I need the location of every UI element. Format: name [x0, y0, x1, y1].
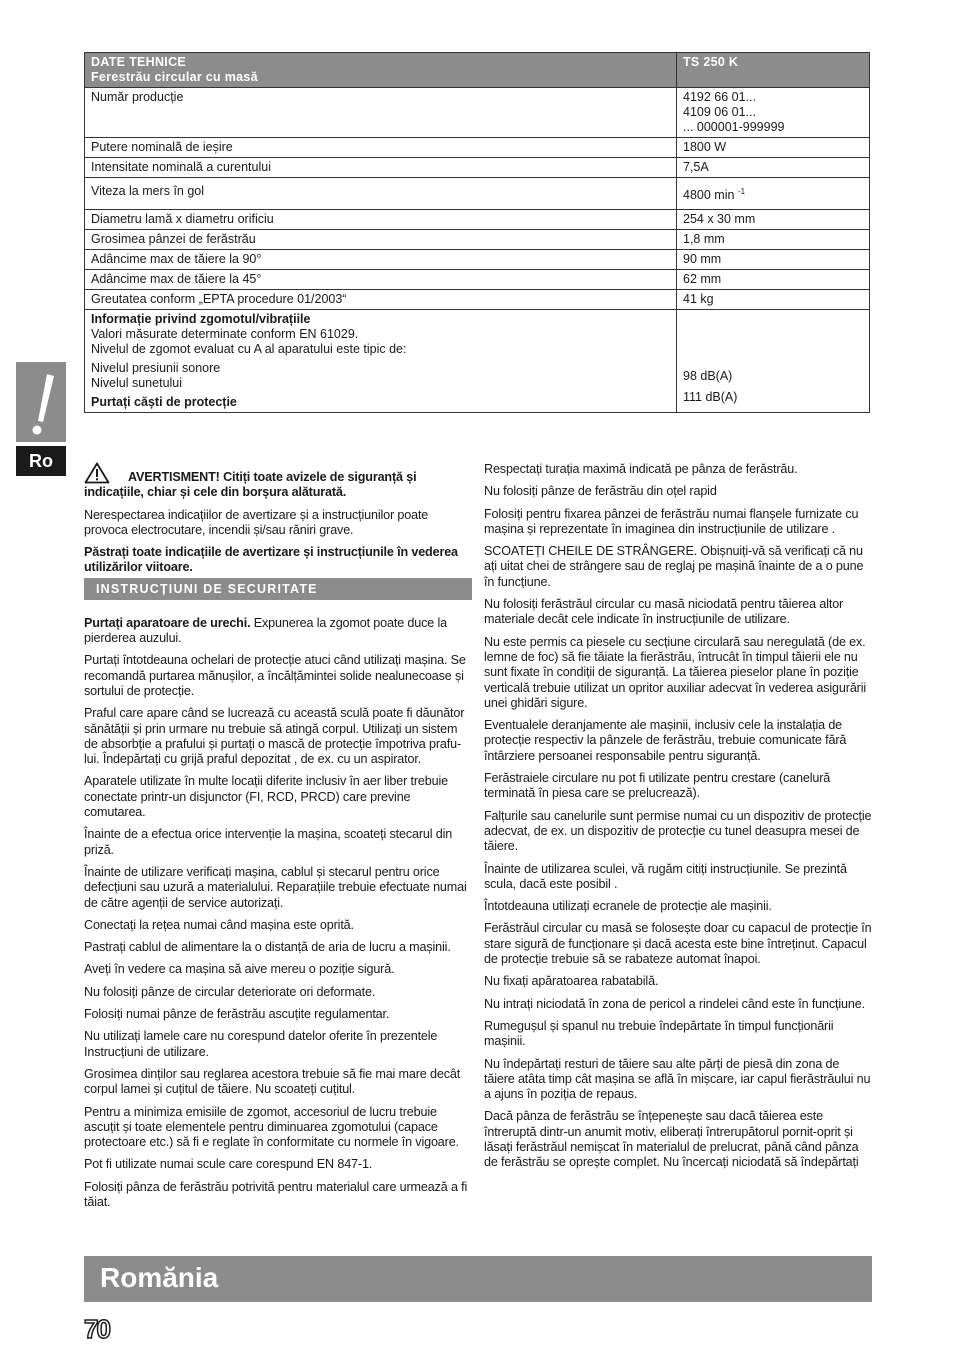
page-number: 70 — [84, 1314, 109, 1344]
safety-paragraph: Grosimea dinților sau reglarea acestora trebuie să fie mai mare decât corpul lamei și cuțitul de tăiere. Nu scoateți cuțitul. — [84, 1066, 461, 1097]
footer-language-bar — [84, 1256, 872, 1302]
spec-header-title: DATE TEHNICE — [91, 55, 187, 69]
ear-protection-text — [84, 616, 472, 647]
safety-paragraph: Nu îndepărtați resturi de tăiere sau alte părți de piesă din zona de tăiere atâta timp cât mașina se află în mișcare, iar capul fierăstrăului nu a ajuns în poziția de repaus. — [484, 1056, 871, 1102]
spec-row — [85, 250, 870, 270]
safety-paragraph: Pot fi utilizate numai scule care corespund EN 847-1. — [84, 1157, 373, 1172]
noise-info-title: Informație privind zgomotul/vibrațiile — [91, 312, 311, 327]
safety-paragraph: Falțurile sau canelurile sunt permise numai cu un dispozitiv de protecție adecvat, de ex. un dispozitiv de protecție cu tunel deasupra mesei de tăiere. — [484, 808, 872, 854]
spec-row — [85, 230, 870, 250]
spec-row — [85, 290, 870, 310]
warning-text: Nerespectarea indicațiilor de avertizare și a instrucțiunilor poate provoca electrocutare, incendii și/sau răniri grave. — [84, 507, 429, 537]
spec-header-row — [85, 53, 870, 88]
spec-label: Grosimea pânzei de ferăstrău — [85, 230, 677, 250]
noise-values-cell — [677, 310, 870, 413]
ear-protection-rest: Expunerea la zgomot poate duce la pierderea auzului. — [84, 615, 447, 646]
spec-value-line: 4192 66 01... — [683, 90, 756, 104]
safety-paragraph: Dacă pânza de ferăstrău se înțepenește sau dacă tăierea este întreruptă dintr-un anumit motiv, eliberați întrerupătorul pornit-oprit și lăsați ferăstrăul nemișcat în materialul de prelucrat, până când pânza de ferăstrău se oprește complet. Nu încercați niciodată să îndepărtați — [484, 1109, 859, 1170]
noise-power-label: Nivelul sunetului — [91, 376, 183, 391]
spec-noise-row — [85, 310, 870, 413]
safety-paragraph: Praful care apare când se lucrează cu această sculă poate fi dăunător sănătății și prin urmare nu trebuie să atingă corpul. Utilizați un sistem de absorbție a prafului și purtați o mască de protecție împotriva prafu-lui. Îndepărtați cu grijă praful depozitat , de ex. cu un aspirator. — [84, 706, 465, 767]
right-column — [484, 462, 872, 1178]
safety-paragraph: Întotdeauna utilizați ecranele de protecție ale mașinii. — [484, 899, 772, 914]
spec-label: Greutatea conform „EPTA procedure 01/2003“ — [85, 290, 677, 310]
spec-value: 1,8 mm — [677, 230, 870, 250]
noise-info-line: Nivelul de zgomot evaluat cu A al aparatului este tipic de: — [91, 342, 407, 357]
noise-power-value: 111 dB(A) — [683, 390, 738, 405]
safety-paragraph: Pentru a minimiza emisiile de zgomot, accesoriul de lucru trebuie ascuțit și toate elementele pentru diminuarea zgomotului (capace protectoare etc.) să fi e reglate în conformitate cu normele în vigoare. — [84, 1104, 459, 1150]
safety-paragraph: Folosiți pânza de ferăstrău potrivită pentru materialul care urmează a fi tăiat. — [84, 1179, 468, 1209]
section-heading: INSTRUCȚIUNI DE SECURITATE — [84, 578, 472, 600]
spec-label: Diametru lamă x diametru orificiu — [85, 210, 677, 230]
spec-label: Intensitate nominală a curentului — [85, 158, 677, 178]
safety-paragraph: Nu fixați apăratoarea rabatabilă. — [484, 974, 659, 989]
spec-value-line: ... 000001-999999 — [683, 120, 785, 134]
safety-paragraph: Nu folosiți pânze de circular deteriorate ori deformate. — [84, 984, 376, 999]
warning-triangle-icon — [84, 462, 110, 484]
safety-paragraph: Ferăstrăul circular cu masă se folosește doar cu capacul de protecție în stare sigură de funcționare și dacă acesta este bine întreținut. Capacul de protecție trebuie să se rabateze automat înapoi. — [484, 921, 872, 967]
safety-paragraph: Rumegușul și spanul nu trebuie îndepărtate în timpul funcționării mașinii. — [484, 1018, 834, 1049]
spec-row — [85, 158, 870, 178]
safety-paragraph: Pastrați cablul de alimentare la o distanță de aria de lucru a mașinii. — [84, 940, 451, 955]
spec-header-model: TS 250 K — [677, 53, 870, 88]
noise-info-cell — [85, 310, 677, 413]
safety-paragraph: Aveți în vedere ca mașina să aive mereu o poziție sigură. — [84, 962, 395, 977]
safety-paragraph: Înainte de a efectua orice intervenție la mașina, scoateți stecarul din priză. — [84, 827, 453, 857]
safety-paragraph: Nu intrați niciodată în zona de pericol a rindelei când este în funcțiune. — [484, 996, 865, 1011]
safety-paragraph: Nu folosiți ferăstrăul circular cu masă niciodată pentru tăierea altor materiale decât cele indicate în instrucțiunile de utilizare. — [484, 597, 844, 627]
keep-instructions-text: Păstrați toate indicațiile de avertizare și instrucțiunile în vederea utilizărilor viitoare. — [84, 545, 458, 575]
spec-label: Viteza la mers în gol — [85, 178, 677, 210]
ear-protection-bold: Purtați aparatoare de urechi. — [84, 615, 251, 630]
safety-paragraph: Eventualele deranjamente ale mașinii, inclusiv cele la instalația de protecție respectiv la pânzele de ferăstrău, trebuie comunicate fără întârziere persoanei responsabile pentru siguranță. — [484, 718, 847, 763]
safety-paragraph: Înainte de utilizare verificați mașina, cablul și stecarul pentru orice defecțiuni sau uzură a materialului. Reparațiile trebuie efectuate numai de către agenții de service autorizați. — [84, 864, 467, 910]
exclamation-icon — [16, 362, 66, 442]
spec-value: 90 mm — [677, 250, 870, 270]
language-tab: Ro — [16, 446, 66, 476]
safety-paragraph: Nu este permis ca piesele cu secțiune circulară sau neregulată (de ex. lemne de foc) să fie tăiate la fierăstrău, întrucât în timpul tăierii ele nu sunt fixate în condiții de siguranță. La tăierea pieselor plane în poziție verticală trebuie utilizat un opritor auxiliar adecvat în vederea asigurării unei ghidări sigure. — [484, 634, 867, 710]
footer-language-title: Romănia — [100, 1262, 219, 1293]
spec-header-subtitle: Ferestrău circular cu masă — [91, 70, 258, 84]
spec-row — [85, 210, 870, 230]
safety-paragraph: Folosiți pentru fixarea pânzei de ferăstrău numai flanșele furnizate cu mașina și reprezentate în imaginea din instrucțiunile de utilizare . — [484, 506, 859, 536]
noise-pressure-label: Nivelul presiunii sonore — [91, 361, 221, 376]
spec-label: Număr producție — [85, 88, 677, 138]
safety-paragraph: Nu folosiți pânze de ferăstrău din oțel rapid — [484, 484, 717, 499]
spec-value-sup: -1 — [737, 187, 746, 196]
spec-label: Putere nominală de ieșire — [85, 138, 677, 158]
spec-value — [677, 88, 870, 138]
safety-paragraph: Respectați turația maximă indicată pe pânza de ferăstrău. — [484, 462, 798, 476]
spec-label: Adâncime max de tăiere la 90° — [85, 250, 677, 270]
safety-paragraph: Înainte de utilizarea sculei, vă rugăm citiți instrucțiunile. Se prezintă scula, dacă este posibil . — [484, 861, 847, 891]
spec-row — [85, 178, 870, 210]
safety-paragraph: Ferăstraiele circulare nu pot fi utilizate pentru crestare (canelură terminată în piesa care se prelucrează). — [484, 771, 831, 801]
noise-wear-label: Purtați căști de protecție — [91, 395, 237, 410]
spec-header-left — [85, 53, 677, 88]
noise-pressure-value: 98 dB(A) — [683, 369, 733, 384]
spec-table — [84, 52, 870, 413]
spec-value: 7,5A — [677, 158, 870, 178]
side-warning-tab — [16, 362, 66, 442]
warning-title: AVERTISMENT! Citiți toate avizele de siguranță și indicațiile, chiar și cele din borșura alăturată. — [84, 470, 417, 500]
safety-paragraph: Folosiți numai pânze de ferăstrău ascuțite regulamentar. — [84, 1007, 390, 1022]
spec-value: 254 x 30 mm — [677, 210, 870, 230]
spec-value: 41 kg — [677, 290, 870, 310]
safety-paragraph: Nu utilizați lamele care nu corespund datelor oferite în prezentele Instrucțiuni de utilizare. — [84, 1029, 438, 1059]
safety-paragraph: Conectați la rețea numai când mașina este oprită. — [84, 917, 354, 932]
spec-value: 62 mm — [677, 270, 870, 290]
safety-paragraph: Aparatele utilizate în multe locații diferite inclusiv în aer liber trebuie conectate printr-un disjunctor (FI, RCD, PRCD) care previne comutarea. — [84, 774, 448, 820]
spec-row — [85, 88, 870, 138]
spec-value-line: 4109 06 01... — [683, 105, 756, 119]
safety-paragraph: Purtați întotdeauna ochelari de protecție atuci când utilizați mașina. Se recomandă purtarea mănușilor, a încălțămintei solide nealunecoase și sortului de protecție. — [84, 653, 466, 698]
noise-info-line: Valori măsurate determinate conform EN 61029. — [91, 327, 359, 342]
spec-row — [85, 270, 870, 290]
spec-label: Adâncime max de tăiere la 45° — [85, 270, 677, 290]
left-column — [84, 462, 472, 1217]
spec-value-text: 4800 min — [683, 188, 735, 203]
warning-heading — [84, 462, 472, 501]
spec-row — [85, 138, 870, 158]
spec-value: 1800 W — [677, 138, 870, 158]
spec-value — [677, 178, 870, 210]
safety-paragraph: SCOATEȚI CHEILE DE STRÂNGERE. Obișnuiți-vă să verificați că nu ați uitat chei de strângere sau de reglaj pe mașină înainte de a o pune în funcțiune. — [484, 544, 864, 589]
